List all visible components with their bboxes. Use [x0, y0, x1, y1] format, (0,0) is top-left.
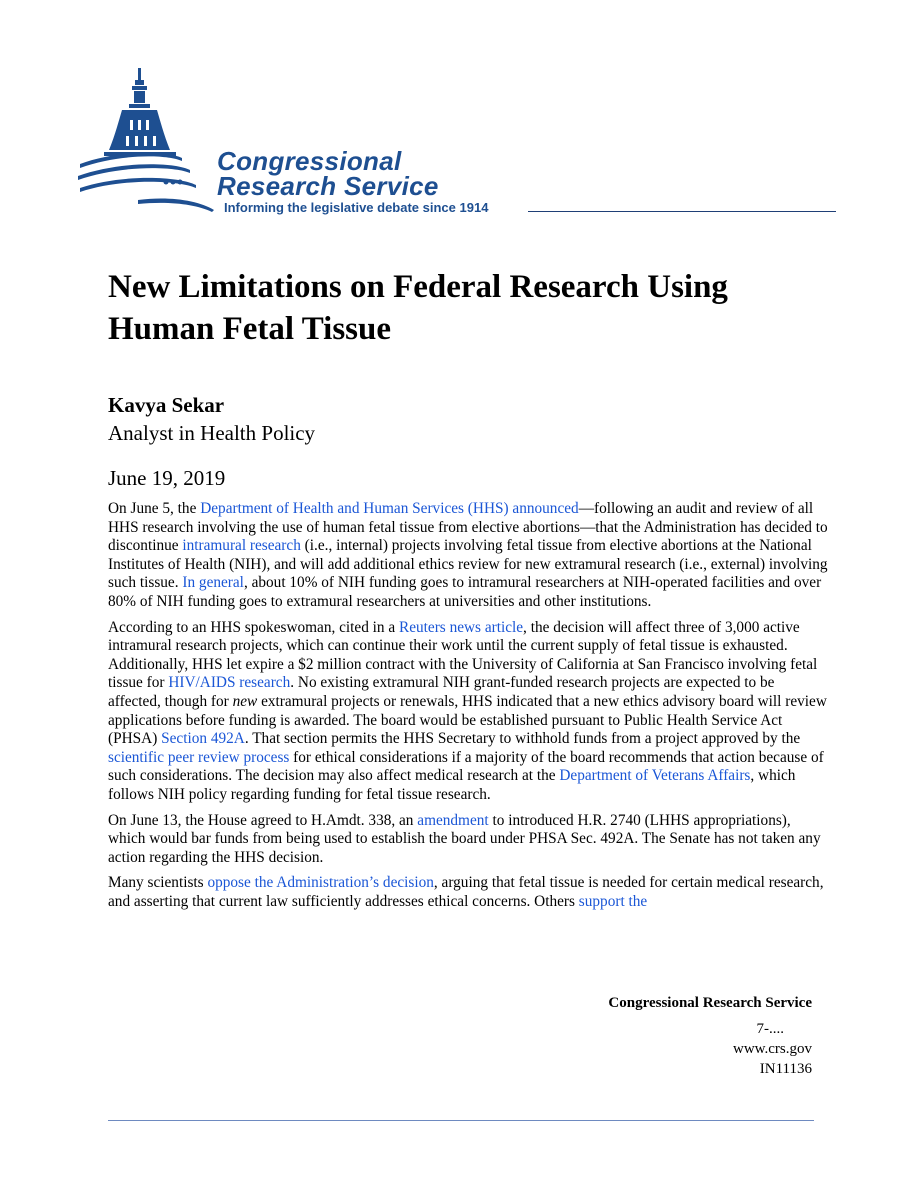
footer-org: Congressional Research Service — [608, 995, 812, 1011]
body-paragraph — [108, 874, 828, 911]
inline-link[interactable]: Department of Veterans Affairs — [559, 767, 751, 785]
footer-site: www.crs.gov — [732, 1041, 812, 1057]
footer-number: 7-.... — [756, 1021, 784, 1037]
paragraph-text: , arguing that fetal tissue is needed for certain medical research, and asserting that current law sufficiently addresses ethical concerns. Others — [108, 874, 824, 910]
inline-link[interactable]: amendment — [417, 811, 489, 829]
inline-link[interactable]: oppose the Administration’s decision — [207, 874, 434, 892]
paragraph-text: for ethical considerations if a majority of the board recommends that action because of such considerations. The decision may also affect medical research at the — [108, 748, 824, 785]
inline-link[interactable]: HIV/AIDS research — [168, 674, 291, 692]
document-body — [108, 500, 828, 918]
paragraph-text: to introduced H.R. 2740 (LHHS appropriations), which would bar funds from being used to establish the board under PHSA Sec. 492A. The Senate has not taken any action regarding the HHS decision. — [108, 811, 821, 866]
paragraph-text: On June 13, the House agreed to H.Amdt. 338, an — [108, 811, 418, 829]
paragraph-text: On June 5, the — [108, 500, 201, 517]
paragraph-text: —following an audit and review of all HHS research involving the use of human fetal tissue from elective abortions—that the Administration has decided to discontinue — [108, 500, 828, 555]
body-paragraph — [108, 619, 828, 805]
body-paragraph — [108, 812, 828, 868]
document-title: New Limitations on Federal Research Using Human Fetal Tissue — [108, 269, 728, 347]
inline-link[interactable]: support the — [578, 892, 648, 910]
author-name: Kavya Sekar — [108, 393, 225, 417]
header-rule — [528, 211, 836, 212]
footer-rule — [108, 1120, 814, 1121]
body-paragraph — [108, 500, 828, 612]
inline-link[interactable]: scientific peer review process — [108, 748, 290, 766]
footer-id: IN11136 — [759, 1061, 812, 1077]
paragraph-text: . No existing extramural NIH grant-funded research projects are expected to be affected, though for — [108, 674, 775, 710]
paragraph-text: , about 10% of NIH funding goes to intramural researchers at NIH-operated facilities and over 80% of NIH funding goes to extramural researchers at universities and other institutions. — [108, 574, 822, 610]
paragraph-text: . That section permits the HHS Secretary to withhold funds from a project approved by the — [244, 730, 801, 748]
logo-line-1: Congressional — [217, 146, 402, 176]
author-role: Analyst in Health Policy — [108, 421, 316, 445]
crs-capitol-dome-logo — [78, 64, 218, 219]
inline-link[interactable]: In general — [182, 574, 244, 592]
paragraph-text: Many scientists — [108, 874, 208, 892]
document-date: June 19, 2019 — [108, 466, 226, 490]
emphasis-text: new — [232, 692, 258, 710]
inline-link[interactable]: intramural research — [182, 537, 301, 555]
capitol-dome-icon — [78, 64, 218, 214]
paragraph-text: , the decision will affect three of 3,000 active intramural research projects, which can continue their work until the current supply of fetal tissue is exhausted. Additionally, HHS let expire a $2 million contract with the University of California at San Francisco involving fetal tissue for — [108, 618, 818, 692]
logo-line-2: Research Service — [217, 171, 439, 201]
logo-tagline: Informing the legislative debate since 1914 — [224, 200, 489, 215]
footer — [0, 993, 812, 1079]
inline-link[interactable]: Department of Health and Human Services (HHS) announced — [200, 500, 579, 517]
paragraph-text: , which follows NIH policy regarding funding for fetal tissue research. — [108, 767, 796, 803]
inline-link[interactable]: Reuters news article — [399, 618, 524, 636]
paragraph-text: According to an HHS spokeswoman, cited in a — [108, 618, 400, 636]
inline-link[interactable]: Section 492A — [161, 730, 245, 748]
paragraph-text: (i.e., internal) projects involving fetal tissue from elective abortions at the National Institutes of Health (NIH), and will add additional ethics review for new extramural research (i.e., external) involving such tissue. — [108, 537, 828, 592]
paragraph-text: extramural projects or renewals, HHS indicated that a new ethics advisory board will review applications before funding is awarded. The board would be established pursuant to Public Health Service Act (PHSA) — [108, 692, 827, 748]
